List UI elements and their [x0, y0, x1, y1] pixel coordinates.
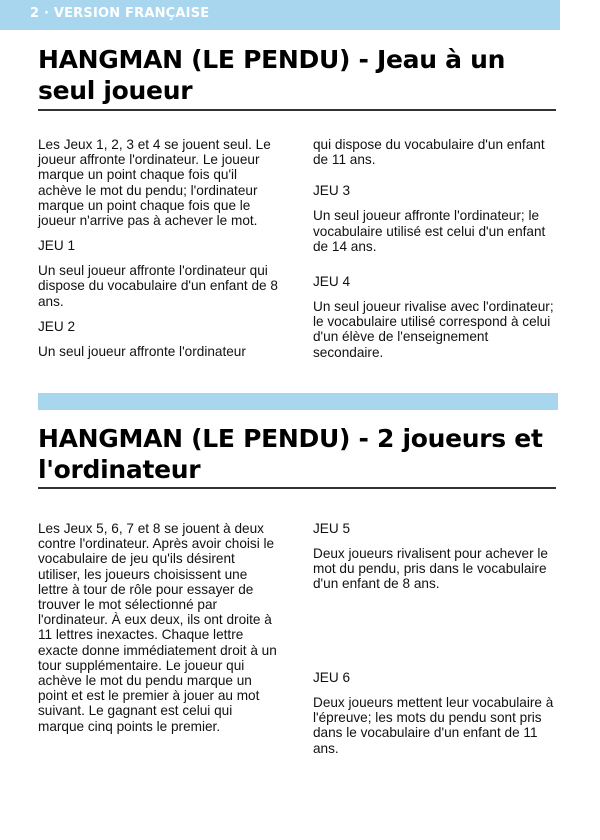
jeu3-heading: JEU 3	[313, 183, 351, 199]
section2-intro: Les Jeux 5, 6, 7 et 8 se jouent à deux contre l'ordinateur. Après avoir choisi le vocabulaire de jeu qu'ils désirent utiliser, les joueurs choisissent une lettre à tour de rôle pour essayer de trouver le mot sélectionné par l'ordinateur. À eux deux, ils ont droite à 11 lettres inexactes. Chaque lettre exacte donne immédiatement droit à un tour supplémentaire. Le joueur qui achève le mot du pendu marque un point et est le premier à jouer au mot suivant. Le gagnant est celui qui marque cinq points le premier.	[38, 521, 277, 734]
section1-title: HANGMAN (LE PENDU) - Jeau à un seul joueur	[38, 45, 506, 105]
jeu1-heading: JEU 1	[38, 238, 76, 254]
section2-left-column	[38, 521, 278, 734]
header-band	[0, 0, 560, 30]
jeu2-text-start: Un seul joueur affronte l'ordinateur	[38, 343, 246, 359]
jeu5-heading: JEU 5	[313, 521, 351, 536]
section2-rule	[38, 487, 556, 489]
section-tag: 2 · VERSION FRANÇAISE	[30, 6, 210, 21]
jeu4-text: Un seul joueur rivalise avec l'ordinateur; le vocabulaire utilisé correspond à celui d'un élève de l'enseignement secondaire.	[313, 299, 554, 360]
jeu6-text: Deux joueurs mettent leur vocabulaire à l'épreuve; les mots du pendu sont pris dans le vocabulaire d'un enfant de 11 ans.	[313, 695, 554, 756]
section1-left-column	[38, 137, 283, 359]
jeu2-heading: JEU 2	[38, 318, 76, 334]
jeu4-heading: JEU 4	[313, 274, 351, 290]
jeu6-heading: JEU 6	[313, 670, 351, 685]
divider-band	[38, 393, 558, 410]
jeu3-text: Un seul joueur affronte l'ordinateur; le vocabulaire utilisé est celui d'un enfant de 14 ans.	[313, 208, 546, 254]
section1-right-column	[313, 137, 556, 360]
section1-intro: Les Jeux 1, 2, 3 et 4 se jouent seul. Le joueur affronte l'ordinateur. Le joueur marque un point chaque fois qu'il achève le mot du pendu; l'ordinateur marque un point chaque fois que le joueur n'arrive pas à achever le mot.	[38, 137, 271, 229]
section1-rule	[38, 109, 556, 111]
jeu5-text: Deux joueurs rivalisent pour achever le mot du pendu, pris dans le vocabulaire d'un enfant de 8 ans.	[313, 546, 548, 592]
jeu1-text: Un seul joueur affronte l'ordinateur qui dispose du vocabulaire d'un enfant de 8 ans.	[38, 263, 278, 309]
section2-right-column	[313, 521, 556, 592]
section2-title: HANGMAN (LE PENDU) - 2 joueurs et l'ordinateur	[38, 424, 543, 484]
section2-right-column-lower	[313, 670, 556, 756]
jeu2-text-end: qui dispose du vocabulaire d'un enfant de 11 ans.	[313, 137, 545, 168]
